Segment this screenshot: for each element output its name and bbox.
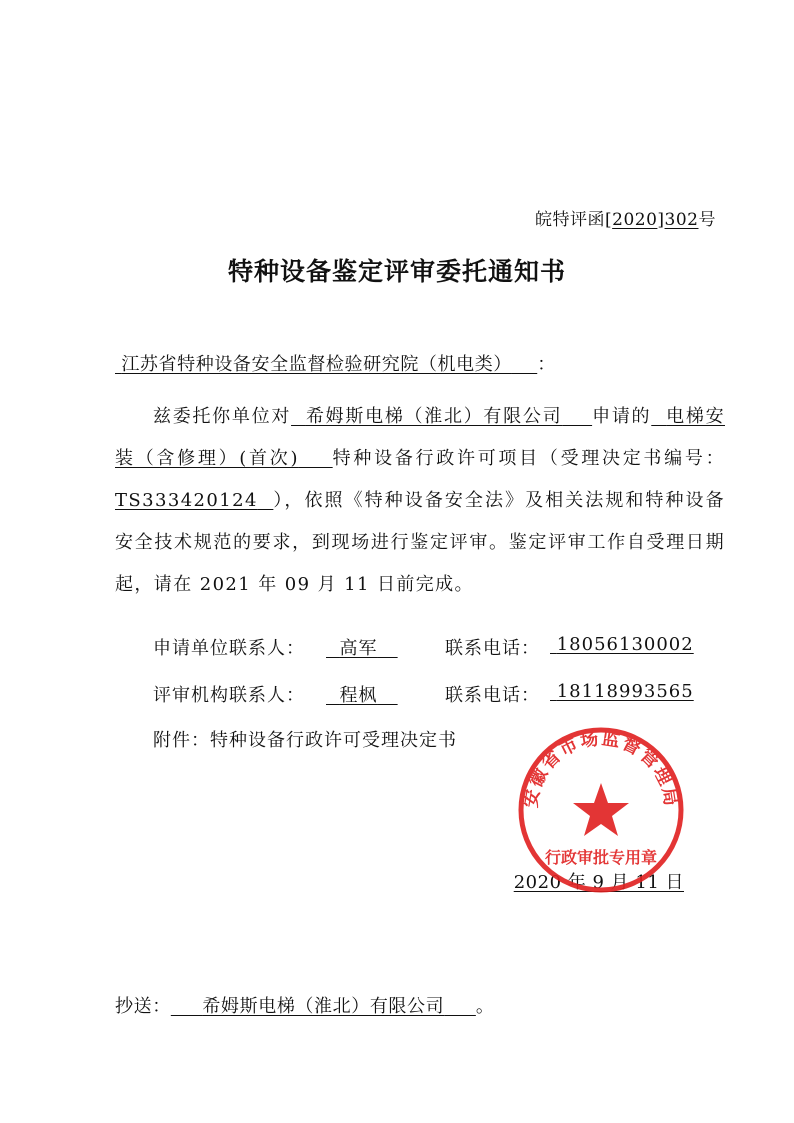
body-text-4: ），依照《特种设备安全法》及相关法规和特种设备安全技术规范的要求，到现场进行鉴定评审。鉴定评审工作自受理日期起，请在 2021 年 09 月 11 日前完成。 bbox=[115, 490, 725, 595]
document-number bbox=[535, 205, 716, 230]
attachment-note: 附件：特种设备行政许可受理决定书 bbox=[153, 730, 457, 751]
applicant-phone-label: 联系电话： bbox=[445, 638, 540, 659]
doc-suffix: 号 bbox=[698, 210, 716, 230]
applicant-contact-person: 高军 bbox=[339, 638, 378, 659]
applicant-contact-label: 申请单位联系人： bbox=[153, 638, 305, 659]
decision-number: TS333420124 bbox=[115, 490, 258, 511]
cc-name: 希姆斯电梯（淮北）有限公司 bbox=[202, 996, 445, 1017]
applicant-phone: 18056130002 bbox=[556, 634, 694, 655]
body-text-3: 特种设备行政许可项目（受理决定书编号： bbox=[332, 448, 725, 469]
cc-line bbox=[115, 992, 494, 1018]
issue-date: 2020 年 9 月 11 日 bbox=[513, 872, 684, 893]
cc-end: 。 bbox=[475, 996, 495, 1017]
doc-num: 302 bbox=[664, 210, 699, 230]
body-paragraph bbox=[115, 396, 725, 606]
official-seal-icon bbox=[513, 725, 686, 895]
recipient-colon: ： bbox=[537, 354, 556, 375]
recipient bbox=[115, 350, 556, 376]
page-title: 特种设备鉴定评审委托通知书 bbox=[227, 257, 566, 286]
cc-label: 抄送： bbox=[115, 996, 171, 1017]
project-name: 电梯安装（含修理）(首次) bbox=[115, 406, 725, 469]
reviewer-phone: 18118993565 bbox=[556, 681, 694, 702]
reviewer-contact-label: 评审机构联系人： bbox=[153, 685, 305, 706]
applicant-name: 希姆斯电梯（淮北）有限公司 bbox=[305, 406, 563, 427]
doc-prefix: 皖特评函[ bbox=[535, 210, 613, 230]
body-text-2: 申请的 bbox=[592, 406, 652, 427]
body-text-1: 兹委托你单位对 bbox=[153, 406, 292, 427]
reviewer-phone-label: 联系电话： bbox=[445, 685, 540, 706]
seal-bottom-text: 行政审批专用章 bbox=[544, 848, 658, 867]
recipient-name: 江苏省特种设备安全监督检验研究院（机电类） bbox=[121, 354, 512, 375]
doc-mid: ] bbox=[657, 210, 665, 230]
reviewer-contact-person: 程枫 bbox=[339, 685, 378, 706]
seal-top-text: 安徽省市场监督管理局 bbox=[520, 728, 682, 810]
seal-star-icon bbox=[573, 783, 629, 836]
doc-year: 2020 bbox=[612, 210, 658, 230]
